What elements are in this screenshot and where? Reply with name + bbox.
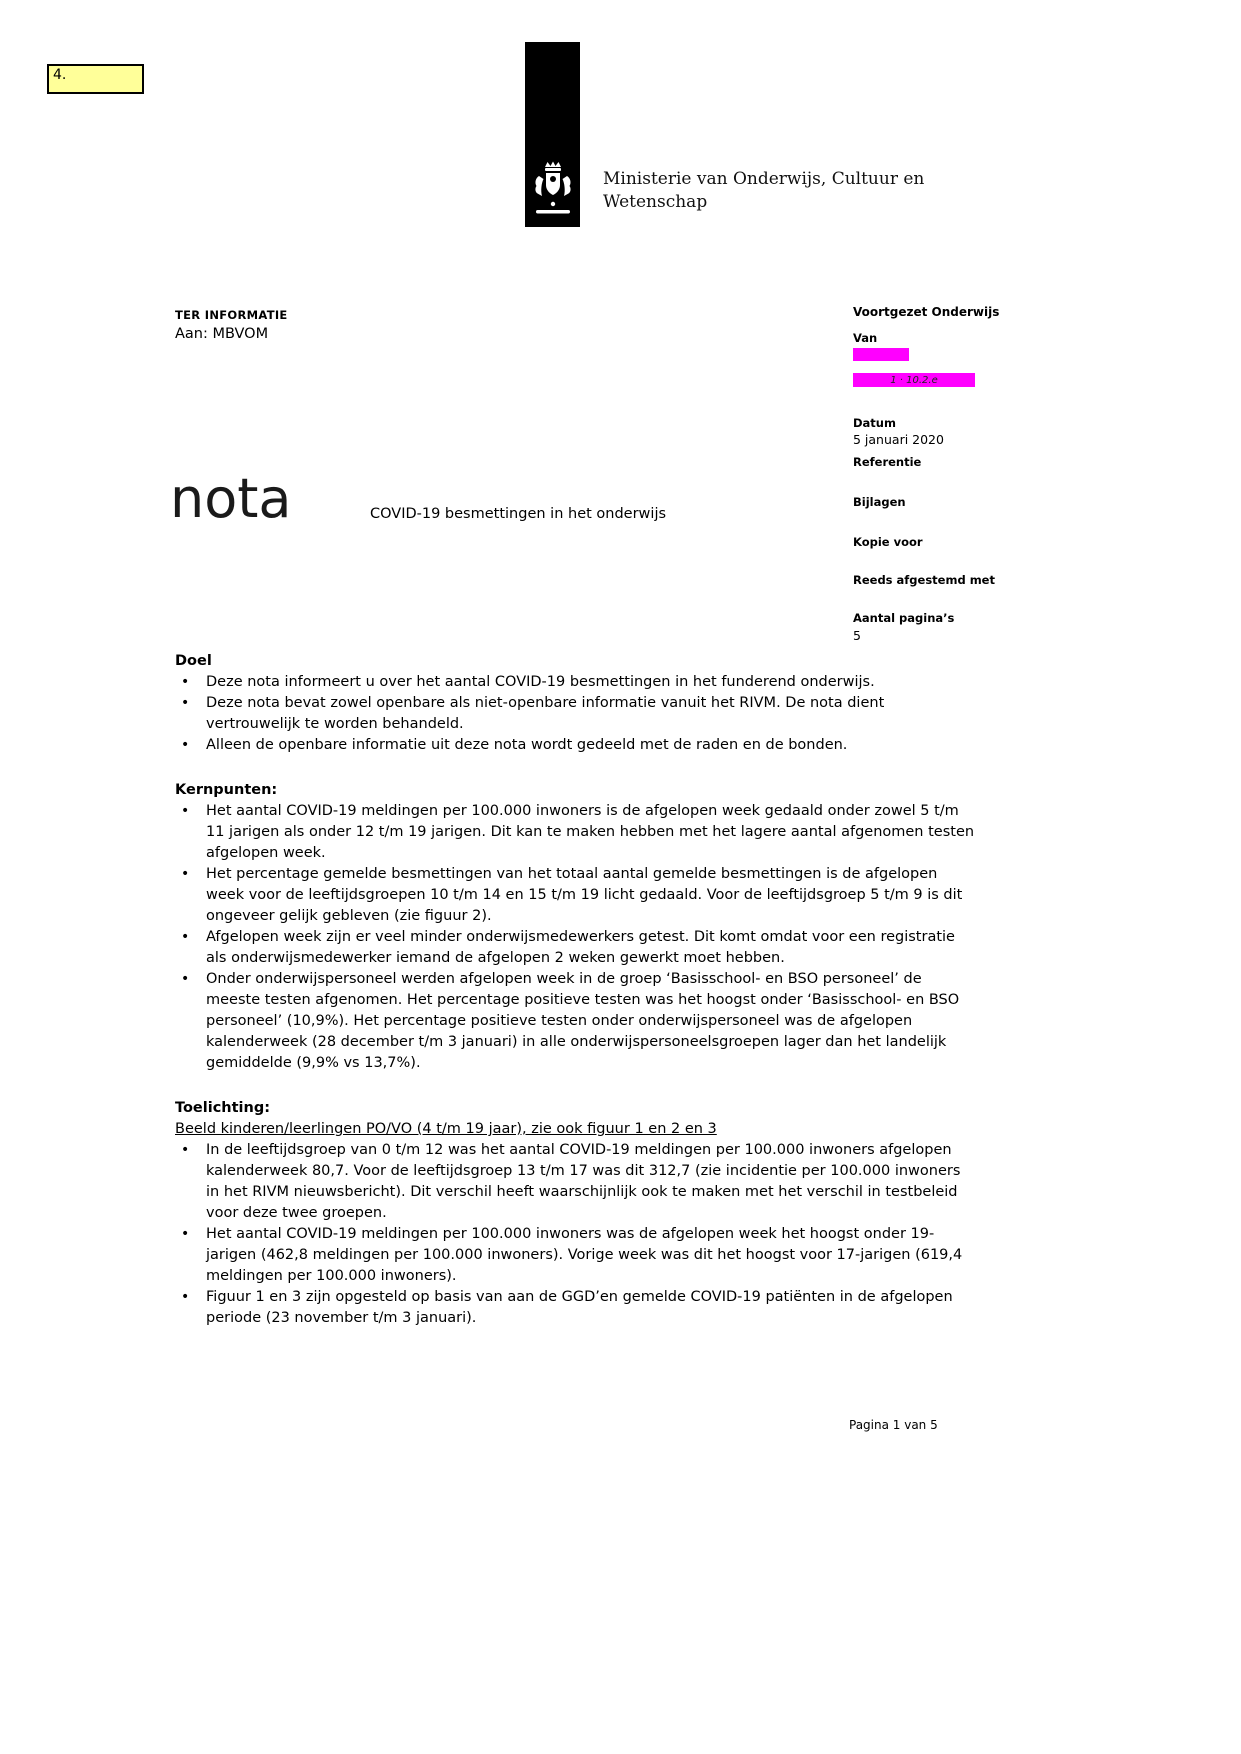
doc-type-title: nota <box>170 467 292 530</box>
section-heading-kernpunten: Kernpunten: <box>175 782 278 798</box>
toelichting-subheading: Beeld kinderen/leerlingen PO/VO (4 t/m 19 jaar), zie ook figuur 1 en 2 en 3 <box>175 1121 717 1137</box>
recipient-line: Aan: MBVOM <box>175 326 269 342</box>
redaction-bar-2 <box>853 373 975 387</box>
redaction-bar-1 <box>853 348 909 361</box>
toelichting-bullet-list <box>175 1140 975 1329</box>
section-heading-toelichting: Toelichting: <box>175 1100 271 1116</box>
sidebar-kopie-voor-label: Kopie voor <box>853 535 923 549</box>
ministry-name: Ministerie van Onderwijs, Cultuur en Wetenschap <box>603 169 925 212</box>
list-item: • Alleen de openbare informatie uit deze nota wordt gedeeld met de raden en de bonden. <box>175 735 975 756</box>
sidebar-bijlagen-label: Bijlagen <box>853 495 906 509</box>
sidebar-datum-value: 5 januari 2020 <box>853 432 944 447</box>
annotation-number-box <box>47 64 144 94</box>
sidebar-van-label: Van <box>853 331 878 345</box>
list-item: • Het aantal COVID-19 meldingen per 100.000 inwoners is de afgelopen week gedaald onder zowel 5 t/m 11 jarigen als onder 12 t/m 19 jarigen. Dit kan te maken hebben met het lagere aantal afgenomen testen afgelopen week. <box>175 801 975 864</box>
kernpunten-bullet-list <box>175 801 975 1074</box>
sidebar-reeds-afgestemd-label: Reeds afgestemd met <box>853 573 995 587</box>
redaction-code: 1 · 10.2.e <box>890 374 938 386</box>
list-item: • Deze nota bevat zowel openbare als niet-openbare informatie vanuit het RIVM. De nota dient vertrouwelijk te worden behandeld. <box>175 693 975 735</box>
sidebar-department: Voortgezet Onderwijs <box>853 305 1000 319</box>
sidebar-referentie-label: Referentie <box>853 455 922 469</box>
page-number: Pagina 1 van 5 <box>849 1418 938 1432</box>
list-item: • Het aantal COVID-19 meldingen per 100.000 inwoners was de afgelopen week het hoogst onder 19-jarigen (462,8 meldingen per 100.000 inwoners). Vorige week was dit het hoogst voor 17-jarigen (619,4 meldingen per 100.000 inwoners). <box>175 1224 975 1287</box>
sidebar-aantal-paginas-value: 5 <box>853 628 861 643</box>
list-item: • Het percentage gemelde besmettingen van het totaal aantal gemelde besmettingen is de afgelopen week voor de leeftijdsgroepen 10 t/m 14 en 15 t/m 19 licht gedaald. Voor de leeftijdsgroep 5 t/m 9 is dit ongeveer gelijk gebleven (zie figuur 2). <box>175 864 975 927</box>
list-item: • In de leeftijdsgroep van 0 t/m 12 was het aantal COVID-19 meldingen per 100.000 inwoners afgelopen kalenderweek 80,7. Voor de leeftijdsgroep 13 t/m 17 was dit 312,7 (zie incidentie per 100.000 inwoners in het RIVM nieuwsbericht). Dit verschil heeft waarschijnlijk ook te maken met het verschil in testbeleid voor deze twee groepen. <box>175 1140 975 1224</box>
annotation-number: 4. <box>53 67 67 83</box>
rijksoverheid-logo-bar <box>525 42 580 227</box>
document-body <box>175 651 975 1329</box>
rijksoverheid-crest-icon <box>532 160 574 220</box>
sidebar-aantal-paginas-label: Aantal pagina’s <box>853 611 955 625</box>
doc-subject: COVID-19 besmettingen in het onderwijs <box>370 506 667 522</box>
list-item: • Afgelopen week zijn er veel minder onderwijsmedewerkers getest. Dit komt omdat voor een registratie als onderwijsmedewerker iemand de afgelopen 2 weken gewerkt moet hebben. <box>175 927 975 969</box>
section-heading-doel: Doel <box>175 653 212 669</box>
sidebar-datum-label: Datum <box>853 416 896 430</box>
list-item: • Onder onderwijspersoneel werden afgelopen week in de groep ‘Basisschool- en BSO personeel’ de meeste testen afgenomen. Het percentage positieve testen was het hoogst onder ‘Basisschool- en BSO personeel’ (10,9%). Het percentage positieve testen onder onderwijspersoneel was de afgelopen kalenderweek (28 december t/m 3 januari) in alle onderwijspersoneelsgroepen lager dan het landelijk gemiddelde (9,9% vs 13,7%). <box>175 969 975 1074</box>
classification-label: TER INFORMATIE <box>175 308 288 322</box>
doel-bullet-list <box>175 672 975 756</box>
list-item: • Deze nota informeert u over het aantal COVID-19 besmettingen in het funderend onderwijs. <box>175 672 975 693</box>
list-item: • Figuur 1 en 3 zijn opgesteld op basis van aan de GGD’en gemelde COVID-19 patiënten in de afgelopen periode (23 november t/m 3 januari). <box>175 1287 975 1329</box>
